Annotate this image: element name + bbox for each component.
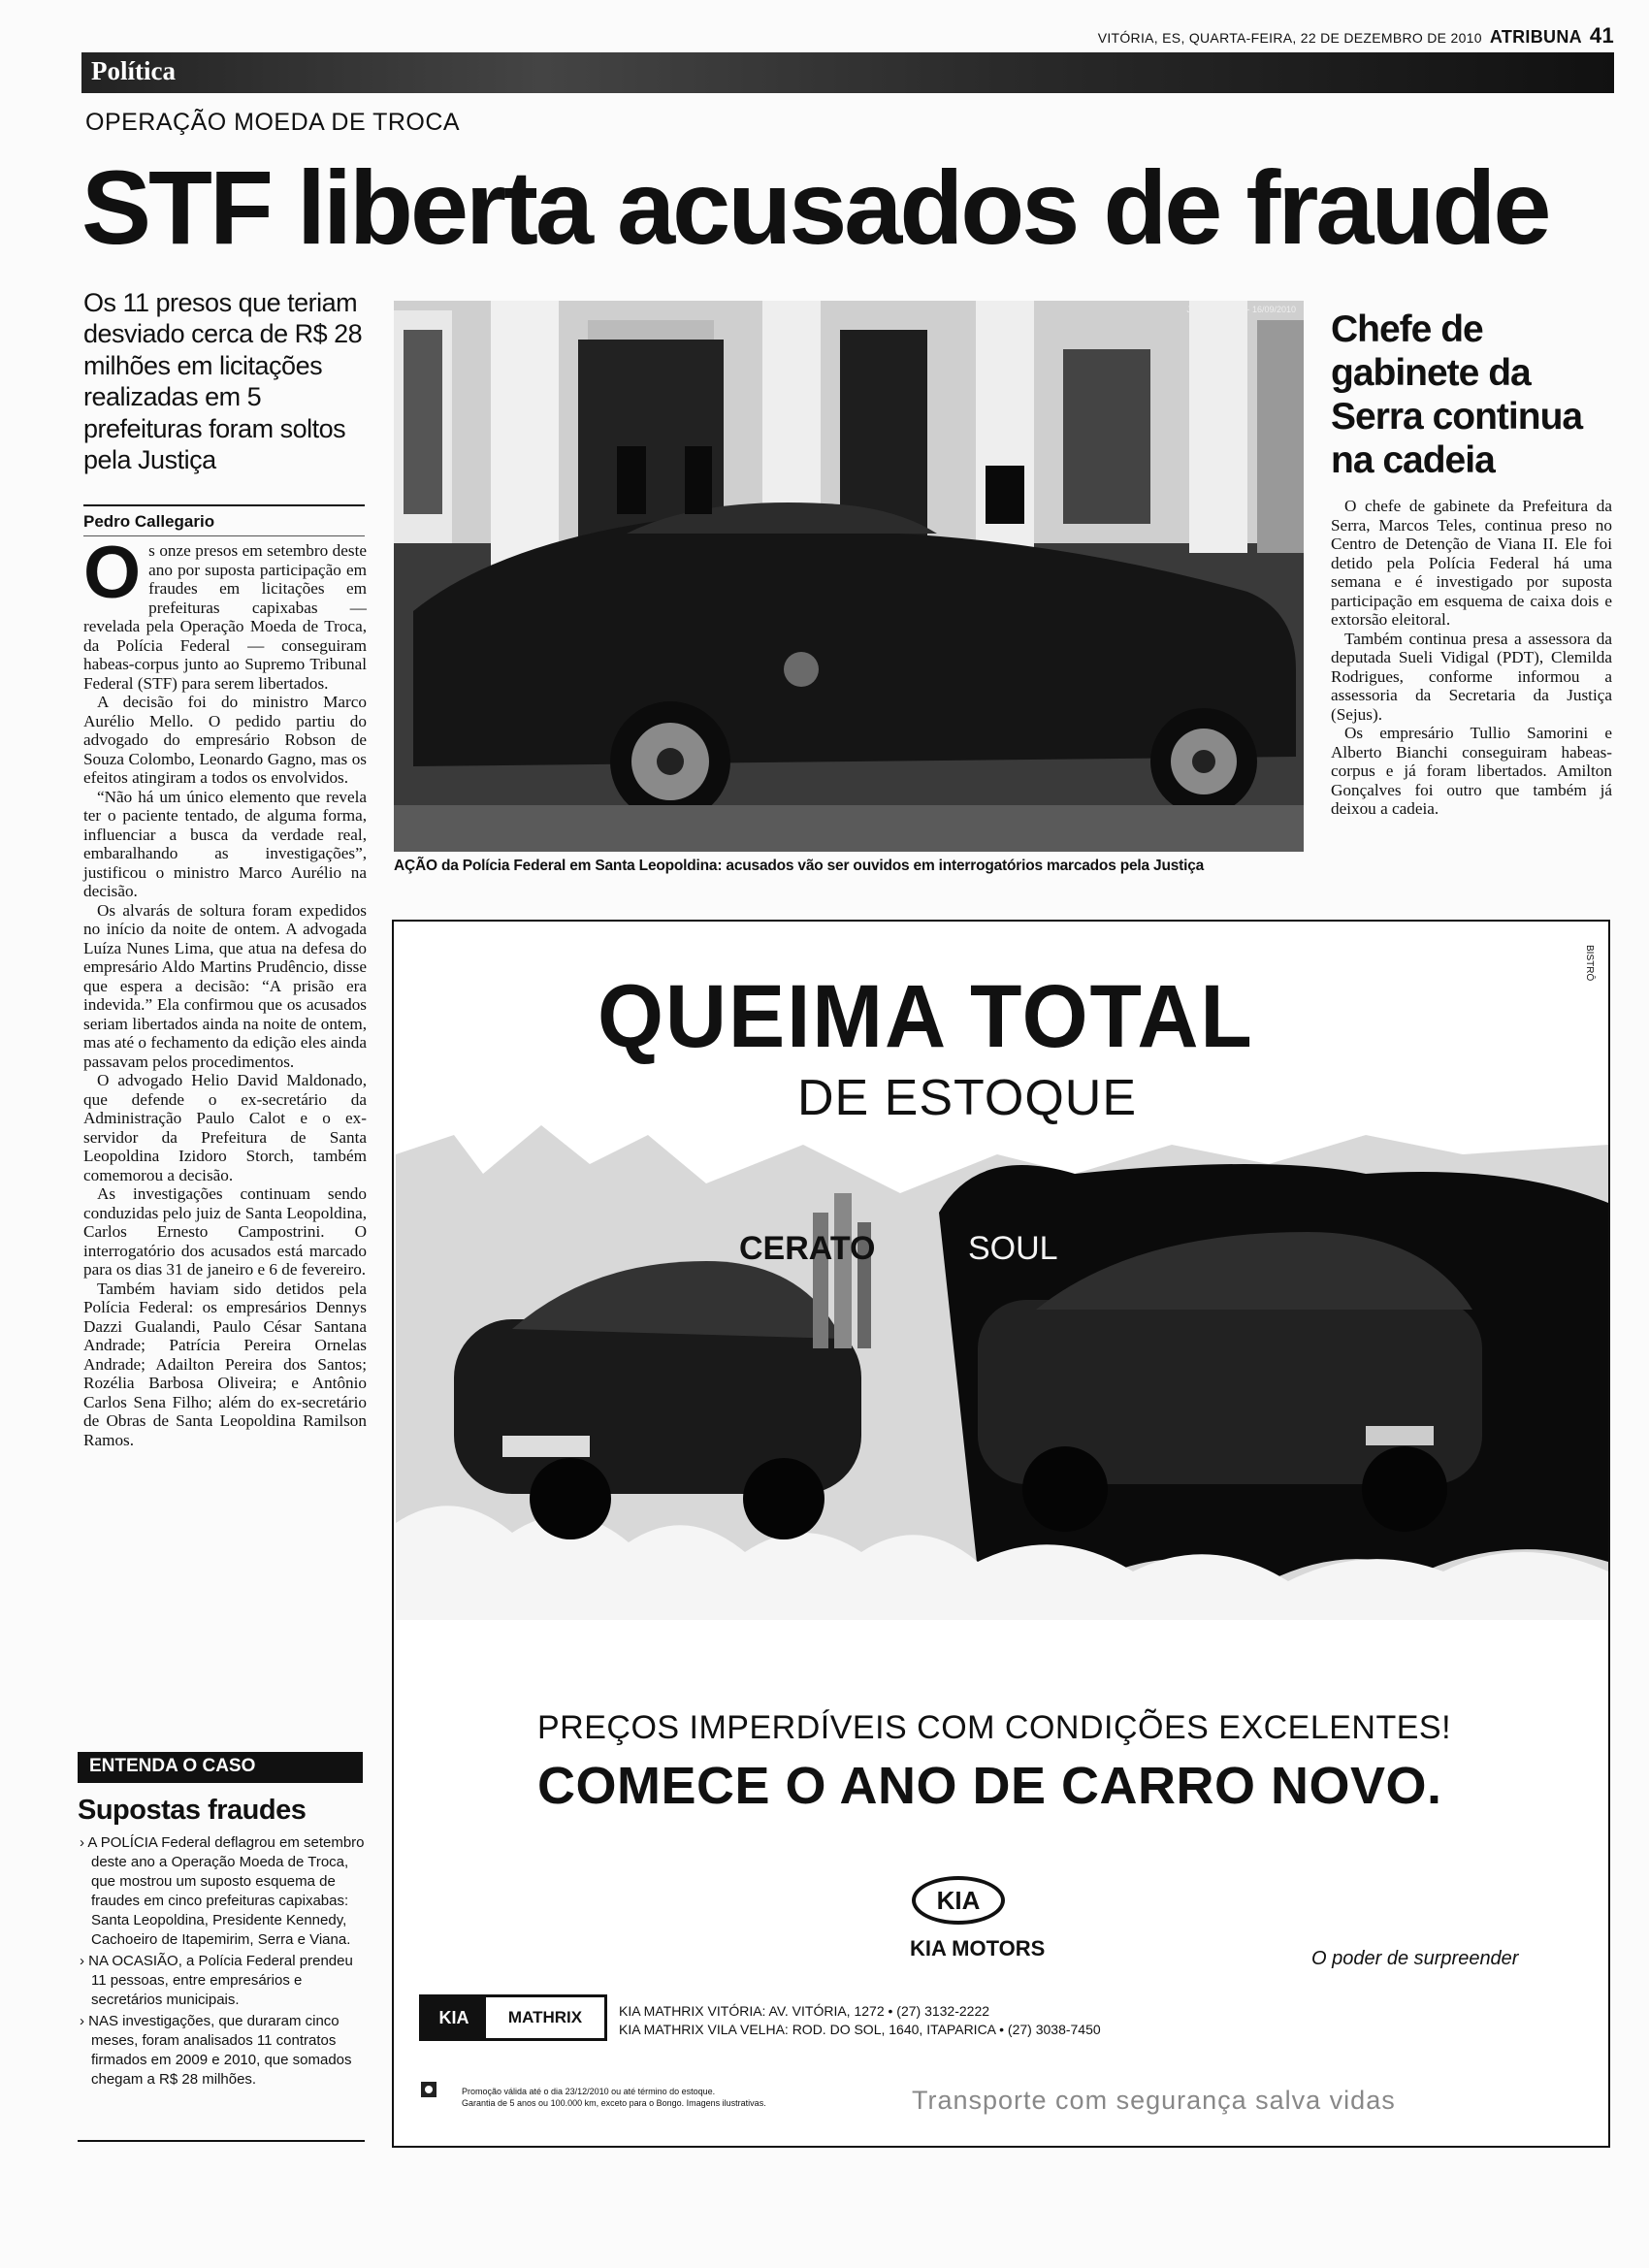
list-item: › A POLÍCIA Federal deflagrou em setembro deste ano a Operação Moeda de Troca, que mostrou um suposto esquema de fraudes em cinco prefeituras capixabas: Santa Leopoldina, Presidente Kennedy, Cachoeiro de Itapemirim, Serra e Viana. <box>80 1834 365 1948</box>
advertisement <box>392 920 1610 2148</box>
section-bar <box>81 52 1614 93</box>
ad-slogan: O poder de surpreender <box>1311 1948 1519 1969</box>
byline: Pedro Callegario <box>83 504 365 536</box>
box-bar: ENTENDA O CASO <box>78 1752 363 1783</box>
ad-safety-message: Transporte com segurança salva vidas <box>912 2086 1396 2115</box>
newspaper-name: ATRIBUNA <box>1489 27 1582 47</box>
date-text: VITÓRIA, ES, QUARTA-FEIRA, 22 DE DEZEMBRO DE 2010 <box>1097 30 1482 46</box>
traffic-safety-icon <box>419 2080 438 2099</box>
dateline <box>1098 23 1614 49</box>
article-paragraph: O advogado Helio David Maldonado, que defende o ex-secretário da Administração Paulo Calot e o ex-servidor da Prefeitura de Santa Leopoldina Izidoro Storch, também comemorou a decisão. <box>83 1071 367 1184</box>
kia-logo: KIA <box>912 1876 1005 1925</box>
page-number: 41 <box>1589 23 1614 48</box>
news-photo <box>394 301 1304 852</box>
article-headline: STF liberta acusados de fraude <box>81 148 1549 266</box>
sidebar-paragraph: Também continua presa a assessora da deputada Sueli Vidigal (PDT), Clemilda Rodrigues, conforme informou a assessoria da Secretaria da Justiça (Sejus). <box>1331 629 1612 724</box>
photo-credit: JULIO HUBER - 16/09/2010 <box>1186 305 1296 314</box>
article-kicker: OPERAÇÃO MOEDA DE TROCA <box>85 109 461 136</box>
article-paragraph: Os onze presos em setembro deste ano por suposta participação em fraudes em licitações em prefeituras capixabas — revelada pela Operação Moeda de Troca, da Polícia Federal — conseguiram habeas-corpus junto ao Supremo Tribunal Federal (STF) para serem libertados. <box>83 532 367 693</box>
cars-fire-illustration <box>396 1116 1608 1620</box>
ad-subtitle: DE ESTOQUE <box>797 1070 1138 1126</box>
ad-title: QUEIMA TOTAL <box>598 967 1254 1066</box>
dealer-logo-name: MATHRIX <box>507 2008 583 2026</box>
box-title: Supostas fraudes <box>78 1795 307 1826</box>
section-label: Política <box>91 56 176 85</box>
ad-model-soul: SOUL <box>968 1230 1058 1267</box>
ad-tagline-prices: PREÇOS IMPERDÍVEIS COM CONDIÇÕES EXCELENTES! <box>537 1709 1452 1746</box>
dealer-logo <box>419 1994 607 2041</box>
ad-agency-mark: BISTRÔ <box>1584 945 1595 982</box>
article-paragraph: “Não há um único elemento que revela ter o paciente tentado, de alguma forma, influenciar a busca da verdade real, embaralhando as investigações”, justificou o ministro Marco Aurélio na decisão. <box>83 787 367 900</box>
sidebar-paragraph: Os empresário Tullio Samorini e Alberto Bianchi conseguiram habeas-corpus e já foram libertados. Amilton Gonçalves foi outro que também já deixou a cadeia. <box>1331 724 1612 818</box>
article-paragraph: A decisão foi do ministro Marco Aurélio Mello. O pedido partiu do advogado do empresário Robson de Souza Colombo, Leonardo Gagno, mas os efeitos atingiram a todos os envolvidos. <box>83 693 367 787</box>
article-paragraph: Também haviam sido detidos pela Polícia Federal: os empresários Dennys Dazzi Gualandi, Paulo César Santana Andrade; Patrícia Pereira Ornelas Andrade; Adailton Pereira dos Santos; Rozélia Barbosa Oliveira; e Antônio Carlos Sena Filho; além do ex-secretário de Obras de Santa Leopoldina Ramilson Ramos. <box>83 1279 367 1449</box>
sidebar-headline: Chefe de gabinete da Serra continua na cadeia <box>1331 308 1583 481</box>
ad-model-cerato: CERATO <box>739 1230 876 1267</box>
page-header <box>81 19 1614 49</box>
dealer-address: KIA MATHRIX VILA VELHA: ROD. DO SOL, 1640, ITAPARICA • (27) 3038-7450 <box>619 2022 1101 2037</box>
box-rule <box>78 2140 365 2142</box>
police-car-illustration <box>394 301 1304 852</box>
sidebar-body <box>1331 497 1612 819</box>
article-paragraph: Os alvarás de soltura foram expedidos no início da noite de ontem. A advogada Luíza Nunes Lima, que atua na defesa do empresário Aldo Martins Prudêncio, disse que espera a decisão: “A prisão era indevida.” Ela confirmou que os acusados seriam libertados ainda na noite de ontem, mas até o fechamento da edição eles ainda passavam pelos procedimentos. <box>83 900 367 1071</box>
ad-brand: KIA MOTORS <box>910 1936 1046 1960</box>
dealer-address: KIA MATHRIX VITÓRIA: AV. VITÓRIA, 1272 • (27) 3132-2222 <box>619 2003 990 2019</box>
article-body <box>83 532 367 1449</box>
dealer-addresses <box>619 2002 1101 2039</box>
article-deck: Os 11 presos que teriam desviado cerca de R$ 28 milhões em licitações realizadas em 5 prefeituras foram soltos pela Justiça <box>83 288 363 474</box>
ad-tagline-new-car: COMECE O ANO DE CARRO NOVO. <box>537 1757 1442 1815</box>
ad-disclaimer: Promoção válida até o dia 23/12/2010 ou até término do estoque. Garantia de 5 anos ou 100.000 km, exceto para o Bongo. Imagens ilustrativas. <box>462 2087 766 2108</box>
list-item: › NA OCASIÃO, a Polícia Federal prendeu 11 pessoas, entre empresários e secretários municipais. <box>80 1953 353 2008</box>
sidebar-paragraph: O chefe de gabinete da Prefeitura da Serra, Marcos Teles, continua preso no Centro de Detenção de Viana II. Ele foi detido pela Polícia Federal há uma semana e é investigado por suposta participação em esquema de caixa dois e extorsão eleitoral. <box>1331 497 1612 629</box>
photo-caption: AÇÃO da Polícia Federal em Santa Leopoldina: acusados vão ser ouvidos em interrogatórios marcados pela Justiça <box>394 858 1205 874</box>
list-item: › NAS investigações, que duraram cinco meses, foram analisados 11 contratos firmados em 2009 e 2010, que somados chegam a R$ 28 milhões. <box>80 2013 352 2088</box>
dealer-logo-kia: KIA <box>422 1997 486 2038</box>
box-list <box>78 1833 365 2091</box>
drop-cap: O <box>83 532 142 614</box>
article-paragraph: As investigações continuam sendo conduzidas pelo juiz de Santa Leopoldina, Carlos Ernesto Campostrini. O interrogatório dos acusados está marcado para os dias 31 de janeiro e 6 de fevereiro. <box>83 1184 367 1279</box>
